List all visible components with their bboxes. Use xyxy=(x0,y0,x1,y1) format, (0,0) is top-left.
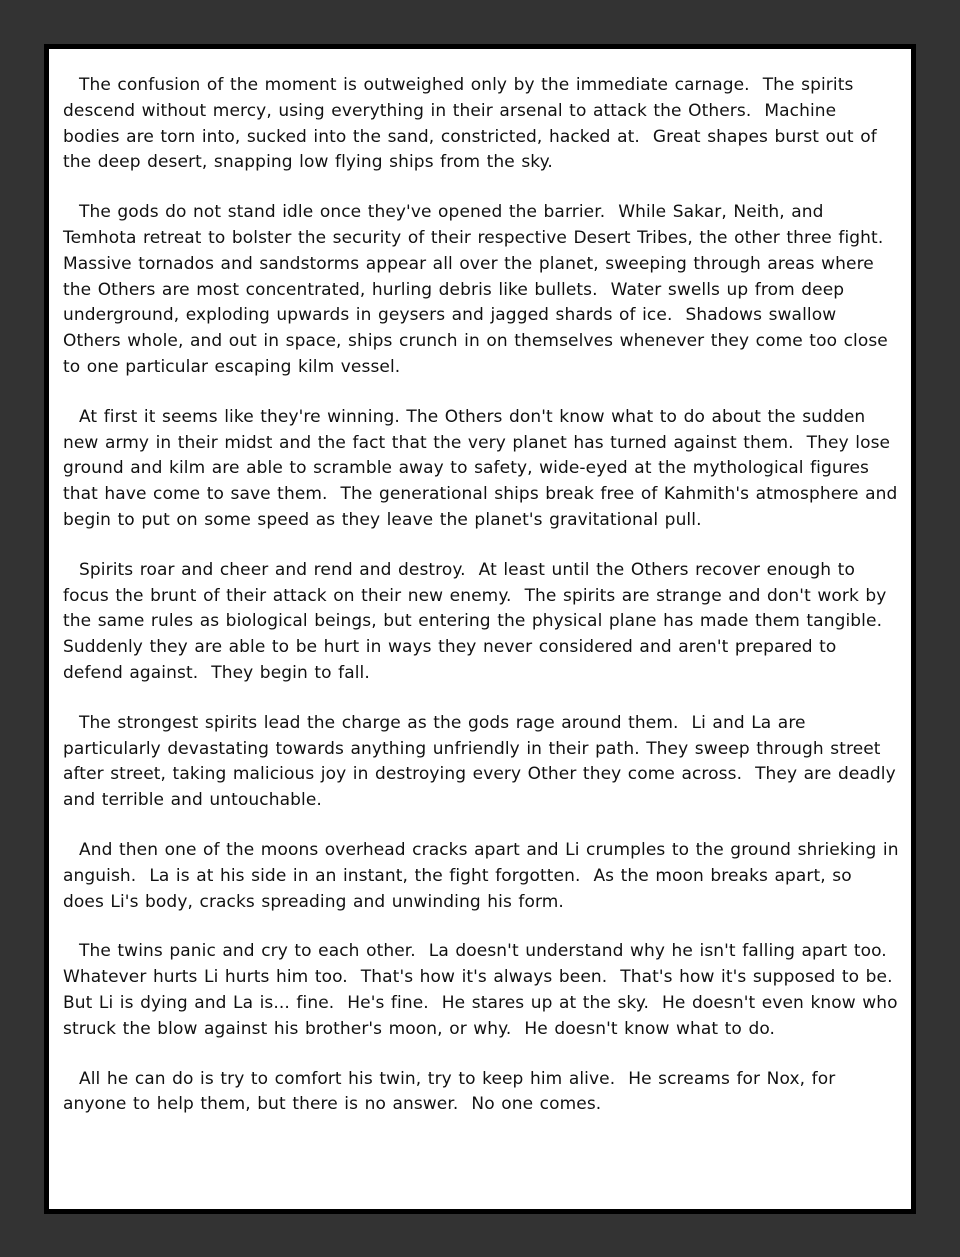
paragraph-6: And then one of the moons overhead cracks apart and Li crumples to the ground shrieking in anguish. La is at his side in an instant, the fight forgotten. As the moon breaks apart, so does Li's body, cracks spreading and unwinding his form. xyxy=(63,839,906,912)
paragraph-4: Spirits roar and cheer and rend and destroy. At least until the Others recover enough to focus the brunt of their attack on their new enemy. The spirits are strange and don't work by the same rules as biological beings, but entering the physical plane has made them tangible. Suddenly they are able to be hurt in ways they never considered and aren't prepared to defend against. They begin to fall. xyxy=(63,559,896,683)
paragraph-2: The gods do not stand idle once they've opened the barrier. While Sakar, Neith, and Temhota retreat to bolster the security of their respective Desert Tribes, the other three fight. Massive tornados and sandstorms appear all over the planet, sweeping through areas where the Others are most concentrated, hurling debris like bullets. Water swells up from deep underground, exploding upwards in geysers and jagged shards of ice. Shadows swallow Others whole, and out in space, ships crunch in on themselves whenever they come too close to one particular escaping kilm vessel. xyxy=(63,202,897,377)
paragraph-3: At first it seems like they're winning. The Others don't know what to do about the sudden new army in their midst and the fact that the very planet has turned against them. They lose ground and kilm are able to scramble away to safety, wide-eyed at the mythological figures that have come to save them. The generational ships break free of Kahmith's atmosphere and begin to put on some speed as they leave the planet's gravitational pull. xyxy=(63,406,904,530)
paragraph-5: The strongest spirits lead the charge as the gods rage around them. Li and La are particularly devastating towards anything unfriendly in their path. They sweep through street after street, taking malicious joy in destroying every Other they come across. They are deadly and terrible and untouchable. xyxy=(63,712,903,811)
page-panel xyxy=(49,49,911,1209)
paragraph-1: The confusion of the moment is outweighed only by the immediate carnage. The spirits descend without mercy, using everything in their arsenal to attack the Others. Machine bodies are torn into, sucked into the sand, constricted, hacked at. Great shapes burst out of the deep desert, snapping low flying ships from the sky. xyxy=(63,75,884,173)
paragraph-7: The twins panic and cry to each other. La doesn't understand why he isn't falling apart too. Whatever hurts Li hurts him too. That's how it's always been. That's how it's supposed to be. But Li is dying and La is... fine. He's fine. He stares up at the sky. He doesn't even know who struck the blow against his brother's moon, or why. He doesn't know what to do. xyxy=(63,941,906,1039)
paragraph-8: All he can do is try to comfort his twin, try to keep him alive. He screams for Nox, for anyone to help them, but there is no answer. No one comes. xyxy=(63,1068,842,1115)
page-frame xyxy=(44,44,916,1214)
